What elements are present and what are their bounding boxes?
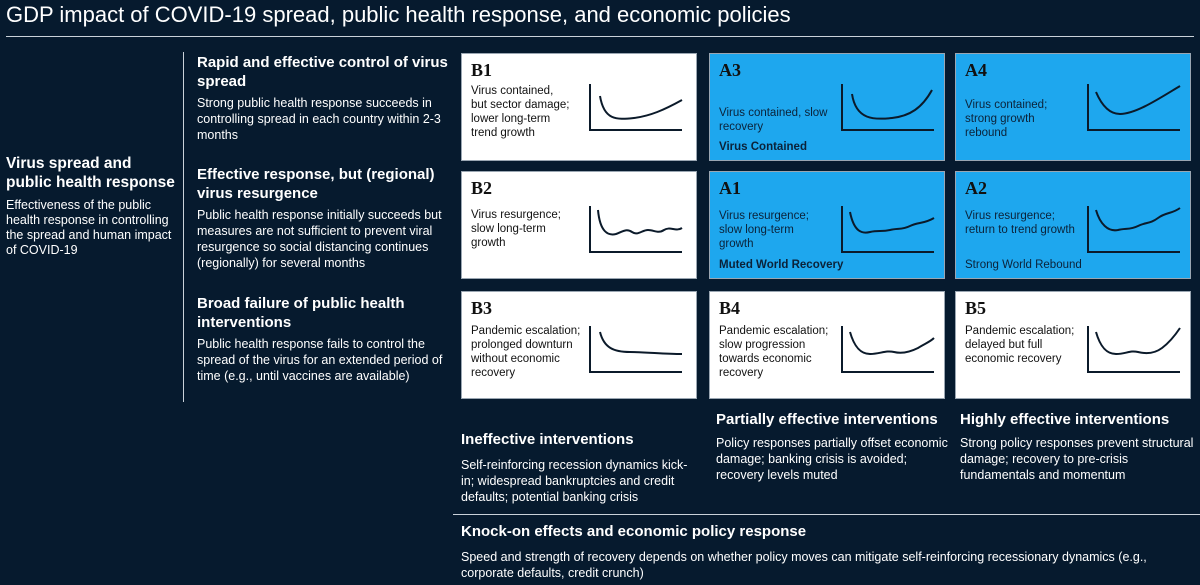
left-panel bbox=[6, 154, 178, 258]
scenario-text: Virus resurgence; slow long-term growth bbox=[471, 209, 561, 249]
curve-icon bbox=[838, 322, 938, 378]
scenario-id: A4 bbox=[965, 60, 987, 80]
row-description: Strong public health response succeeds in controlling spread in each country within 2-3 months bbox=[197, 96, 441, 142]
row-heading: Broad failure of public health interventions bbox=[197, 295, 405, 331]
left-heading: Virus spread and public health response bbox=[6, 155, 175, 191]
vertical-divider bbox=[183, 52, 184, 402]
knock-on-description: Speed and strength of recovery depends on whether policy moves can mitigate self-reinforcing recessionary dynamics (e.g., corporate defaults, credit crunch) bbox=[461, 550, 1147, 580]
scenario-id: A1 bbox=[719, 178, 741, 198]
scenario-id: A3 bbox=[719, 60, 741, 80]
row-description: Public health response initially succeeds but measures are not sufficient to prevent viral resurgence so social distancing continues (regionally) for several months bbox=[197, 208, 442, 270]
row-heading: Rapid and effective control of virus spread bbox=[197, 54, 448, 90]
row-label-broad-failure bbox=[197, 294, 459, 384]
column-heading: Partially effective interventions bbox=[716, 411, 938, 428]
scenario-text: Virus contained, but sector damage; lower long-term trend growth bbox=[471, 85, 570, 139]
row-label-rapid-control bbox=[197, 53, 459, 143]
curve-icon bbox=[1084, 202, 1184, 258]
column-description: Strong policy responses prevent structural damage; recovery to pre-crisis fundamentals and momentum bbox=[960, 436, 1194, 482]
column-label-partial bbox=[716, 410, 952, 483]
left-body: Effectiveness of the public health response in controlling the spread and human impact of COVID-19 bbox=[6, 198, 172, 257]
scenario-text: Virus contained; strong growth rebound bbox=[965, 99, 1048, 139]
scenario-tag: Muted World Recovery bbox=[719, 259, 844, 271]
scenario-text: Virus resurgence; return to trend growth bbox=[965, 210, 1075, 236]
title-divider bbox=[6, 36, 1194, 37]
scenario-id: B5 bbox=[965, 298, 987, 318]
curve-icon bbox=[838, 80, 938, 136]
scenario-tag: Strong World Rebound bbox=[965, 259, 1082, 271]
scenario-id: B3 bbox=[471, 298, 493, 318]
curve-icon bbox=[1084, 80, 1184, 136]
scenario-cell-a3 bbox=[709, 53, 945, 161]
scenario-cell-a4 bbox=[955, 53, 1191, 161]
column-heading: Highly effective interventions bbox=[960, 411, 1170, 428]
scenario-cell-a1 bbox=[709, 171, 945, 279]
scenario-cell-b4 bbox=[709, 291, 945, 399]
scenario-text: Pandemic escalation; prolonged downturn without economic recovery bbox=[471, 325, 581, 379]
curve-icon bbox=[838, 202, 938, 258]
knock-on-divider bbox=[453, 514, 1200, 515]
row-description: Public health response fails to control the spread of the virus for an extended period of time (e.g., until vaccines are available) bbox=[197, 337, 443, 383]
scenario-tag: Virus Contained bbox=[719, 141, 807, 153]
scenario-cell-b5 bbox=[955, 291, 1191, 399]
knock-on-heading: Knock-on effects and economic policy response bbox=[461, 523, 807, 540]
column-heading: Ineffective interventions bbox=[461, 431, 634, 448]
scenario-text: Virus contained, slow recovery bbox=[719, 107, 828, 133]
curve-icon bbox=[1084, 322, 1184, 378]
row-label-resurgence bbox=[197, 165, 459, 271]
curve-icon bbox=[586, 322, 686, 378]
scenario-cell-a2 bbox=[955, 171, 1191, 279]
column-label-ineffective bbox=[461, 430, 697, 505]
scenario-cell-b3 bbox=[461, 291, 697, 399]
page-title: GDP impact of COVID-19 spread, public health response, and economic policies bbox=[6, 2, 791, 27]
curve-icon bbox=[586, 202, 686, 258]
scenario-cell-b1 bbox=[461, 53, 697, 161]
scenario-cell-b2 bbox=[461, 171, 697, 279]
scenario-text: Pandemic escalation; delayed but full economic recovery bbox=[965, 325, 1075, 365]
curve-icon bbox=[586, 80, 686, 136]
column-description: Policy responses partially offset economic damage; banking crisis is avoided; recovery levels muted bbox=[716, 436, 948, 482]
column-description: Self-reinforcing recession dynamics kick-in; widespread bankruptcies and credit defaults; potential banking crisis bbox=[461, 458, 688, 504]
row-heading: Effective response, but (regional) virus resurgence bbox=[197, 166, 435, 202]
scenario-id: B1 bbox=[471, 60, 493, 80]
scenario-text: Virus resurgence; slow long-term growth bbox=[719, 210, 809, 250]
column-label-highly-effective bbox=[960, 410, 1196, 483]
knock-on-section bbox=[461, 522, 1181, 581]
scenario-text: Pandemic escalation; slow progression towards economic recovery bbox=[719, 325, 829, 379]
scenario-id: A2 bbox=[965, 178, 987, 198]
scenario-id: B4 bbox=[719, 298, 741, 318]
scenario-id: B2 bbox=[471, 178, 493, 198]
